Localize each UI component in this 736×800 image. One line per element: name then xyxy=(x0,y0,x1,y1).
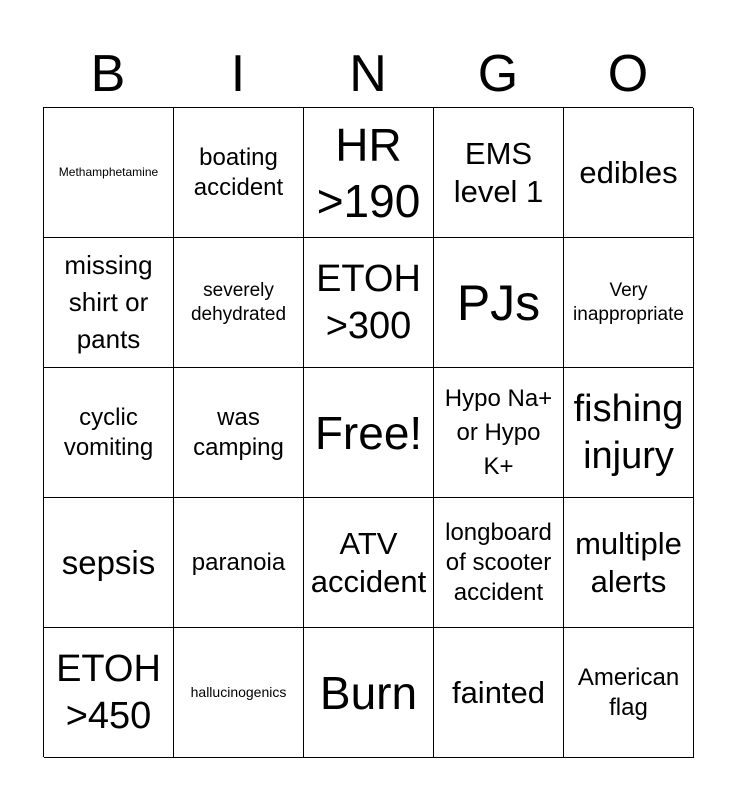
bingo-cell[interactable] xyxy=(174,498,304,628)
bingo-cell[interactable] xyxy=(304,238,434,368)
cell-text: EMS level 1 xyxy=(453,135,544,209)
bingo-header xyxy=(43,40,693,108)
bingo-cell[interactable] xyxy=(564,238,694,368)
bingo-cell[interactable] xyxy=(304,628,434,758)
bingo-cell[interactable] xyxy=(174,628,304,758)
cell-text: HR >190 xyxy=(316,118,421,227)
bingo-cell[interactable] xyxy=(44,238,174,368)
bingo-cell[interactable] xyxy=(434,368,564,498)
bingo-cell[interactable] xyxy=(564,108,694,238)
cell-text: sepsis xyxy=(61,543,156,581)
bingo-cell[interactable] xyxy=(434,628,564,758)
bingo-cell[interactable] xyxy=(304,108,434,238)
cell-text: ETOH >450 xyxy=(56,647,161,737)
bingo-cell[interactable] xyxy=(304,368,434,498)
cell-text: Hypo Na+ or Hypo K+ xyxy=(444,384,553,480)
bingo-cell[interactable] xyxy=(44,498,174,628)
cell-text: Burn xyxy=(319,666,418,719)
bingo-cell[interactable] xyxy=(174,108,304,238)
cell-text: edibles xyxy=(579,154,678,190)
bingo-cell[interactable] xyxy=(44,368,174,498)
bingo-cell[interactable] xyxy=(44,628,174,758)
bingo-cell[interactable] xyxy=(564,498,694,628)
cell-text: boating accident xyxy=(193,143,284,201)
header-letter-g: G xyxy=(477,45,519,103)
cell-text: missing shirt or pants xyxy=(64,250,153,354)
bingo-cell[interactable] xyxy=(434,238,564,368)
bingo-cell[interactable] xyxy=(434,108,564,238)
bingo-cell[interactable] xyxy=(564,628,694,758)
header-letter-i: I xyxy=(230,45,246,103)
cell-text: cyclic vomiting xyxy=(63,403,154,461)
cell-text: PJs xyxy=(456,274,541,331)
bingo-cell[interactable] xyxy=(304,498,434,628)
header-letter-o: O xyxy=(607,45,649,103)
header-letter-n: N xyxy=(349,45,387,103)
cell-text: Very inappropriate xyxy=(573,279,684,325)
cell-text: ATV accident xyxy=(310,525,427,599)
cell-text: was camping xyxy=(193,403,284,461)
bingo-board xyxy=(43,107,693,757)
cell-text: paranoia xyxy=(191,548,286,576)
cell-text: ETOH >300 xyxy=(316,257,421,347)
header-letter-b: B xyxy=(90,45,126,103)
cell-text: Methamphetamine xyxy=(58,165,159,179)
cell-text: severely dehydrated xyxy=(190,279,287,325)
cell-text: fishing injury xyxy=(573,387,684,477)
cell-text: fainted xyxy=(451,674,546,710)
bingo-cell[interactable] xyxy=(44,108,174,238)
cell-text: multiple alerts xyxy=(575,525,682,599)
cell-text: longboard of scooter accident xyxy=(445,518,552,606)
bingo-cell[interactable] xyxy=(434,498,564,628)
cell-text: American flag xyxy=(577,663,680,721)
cell-text: hallucinogenics xyxy=(190,684,287,700)
bingo-cell[interactable] xyxy=(174,238,304,368)
cell-text: Free! xyxy=(314,406,423,459)
bingo-cell[interactable] xyxy=(564,368,694,498)
bingo-cell[interactable] xyxy=(174,368,304,498)
